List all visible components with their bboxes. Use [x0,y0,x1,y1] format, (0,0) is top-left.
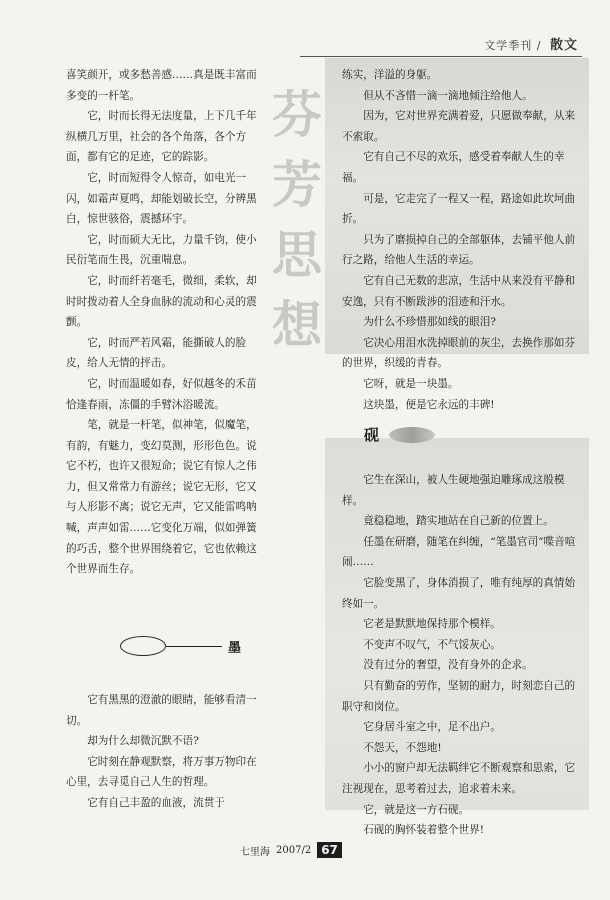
right-column-paragraph: 它呀，就是一块墨。 [363,377,459,390]
yan-paragraph: 它老是默默地保持那个模样。 [363,618,501,631]
mo-section-text [66,690,266,814]
page-number: 67 [317,842,342,858]
left-column-paragraph: 喜笑颜开，或多愁善感……真是既丰富而多变的一杆笔。 [66,69,257,102]
heading-rule [166,646,222,647]
yan-paragraph: 石砚的胸怀装着整个世界! [363,824,484,837]
right-column-paragraph: 只为了磨损掉自己的全部躯体，去铺平他人前行之路，给他人生活的幸运。 [342,233,576,267]
yan-paragraph: 小小的窗户却无法羁绊它不断观察和思索，它注视现在，思考着过去，追求着未来。 [342,762,576,795]
heading-oval-icon [120,636,166,656]
yan-section-text [342,470,578,841]
left-column-paragraph: 它，时而短得令人惊奇，如电光一闪，如霜声夏鸣，却能划破长空，分辨黑白，惊世骇俗，震撼环宇。 [66,171,257,226]
yan-paragraph: 竟稳稳地，踏实地站在自己新的位置上。 [363,515,554,528]
yan-paragraph: 它身居斗室之中，足不出户。 [363,721,501,734]
right-column-paragraph: 它有自己无数的悲凉，生活中从来没有平静和安逸，只有不断跋涉的泪迹和汗水。 [342,274,576,308]
left-column-paragraph: 它，时而严若风霜，能撕破人的脸皮，给人无情的抨击。 [66,336,247,370]
yan-paragraph: 它脸变黑了，身体消损了，唯有纯厚的真情始终如一。 [342,576,576,610]
right-column-paragraph: 这块墨，便是它永远的丰碑! [363,398,495,411]
footer-issue: 2007/2 [276,844,312,856]
section-heading-mo [120,636,241,656]
right-column-paragraph: 它决心用泪水洗掉眼前的灰尘，去换作那如芬的世界，织缓的青春。 [342,336,576,370]
section-name: 散文 [549,38,578,53]
watermark-text: 芬芳思想 [272,85,322,354]
mo-paragraph: 它时刻在静观默察，将万事万物印在心里，去寻觅自己人生的哲理。 [66,755,257,789]
section-heading-yan [358,424,435,445]
header-rule [300,56,582,57]
yan-paragraph: 不怨天，不怨地! [363,741,442,754]
yan-paragraph: 只有勤奋的劳作，坚韧的耐力，时刻恋自己的职守和岗位。 [342,679,576,713]
left-column-paragraph: 它，时而纤若毫毛，微细，柔软，却时时拨动着人全身血脉的流动和心灵的震颤。 [66,274,257,329]
left-column-paragraph: 它，时而硕大无比，力量千钧，使小民衍笔而生畏，沉重喘息。 [66,233,257,267]
left-column-paragraph: 笔，就是一杆笔，似神笔，似魔笔，有韵，有魅力，变幻莫测，形形色色。说它不朽，也许又很短命；说它有惊人之伟力，但又常常力有游丝；说它无形，它又与人形影不离；说它无声，它又能雷鸣呐喊，声声如雷……它变化万端，似如弹簧的巧舌，整个世界围绕着它，它也依赖这个世界而生存。 [66,419,257,576]
yan-paragraph: 它，就是这一方石砚。 [363,803,470,816]
heading-stone-icon [389,427,435,443]
page-header [484,34,578,53]
footer-title: 七里海 [240,846,270,858]
right-column-paragraph: 因为，它对世界充满着爱，只愿做奉献，从来不索取。 [342,110,576,143]
header-separator: / [536,39,542,52]
section-title-yan: 砚 [364,426,380,444]
yan-paragraph: 它生在深山，被人生硬地强迫雕琢成这般模样。 [342,474,565,507]
left-column-paragraph: 它，时而长得无法度量，上下几千年纵横几万里，社会的各个角落，各个方面，都有它的足迹，它的踪影。 [66,110,257,164]
right-column-paragraph: 为什么不珍惜那如线的眼泪? [363,316,496,329]
right-column-paragraph: 但从不吝惜一滴一滴地倾注给他人。 [363,89,533,102]
magazine-name: 文学季刊 [484,39,533,52]
left-column [66,65,266,580]
mo-paragraph: 它有黑黑的澄澈的眼睛，能够看清一切。 [66,694,257,727]
page-footer [240,842,342,858]
yan-paragraph: 没有过分的奢望，没有身外的企求。 [363,659,533,672]
right-column-paragraph: 它有自己不尽的欢乐，感受着奉献人生的幸福。 [342,151,565,184]
right-column-top [342,65,578,415]
right-column-paragraph: 可是，它走完了一程又一程，路途如此坎坷曲折。 [342,192,576,226]
left-column-paragraph: 它，时而温暖如春，好似越冬的禾苗恰逢春雨，冻僵的手臂沐浴暖流。 [66,377,257,411]
section-title-mo: 墨 [228,640,242,656]
mo-paragraph: 却为什么却微沉默不语? [87,735,199,748]
yan-paragraph: 任墨在研磨，随笔在纠缠，“笔墨官司”喋音喧闹…… [342,535,576,569]
mo-paragraph: 它有自己丰盈的血液，流贯于 [87,796,225,809]
yan-paragraph: 不变声不叹气，不气馁灰心。 [363,638,501,651]
right-column-paragraph: 练实，洋溢的身躯。 [342,69,438,81]
